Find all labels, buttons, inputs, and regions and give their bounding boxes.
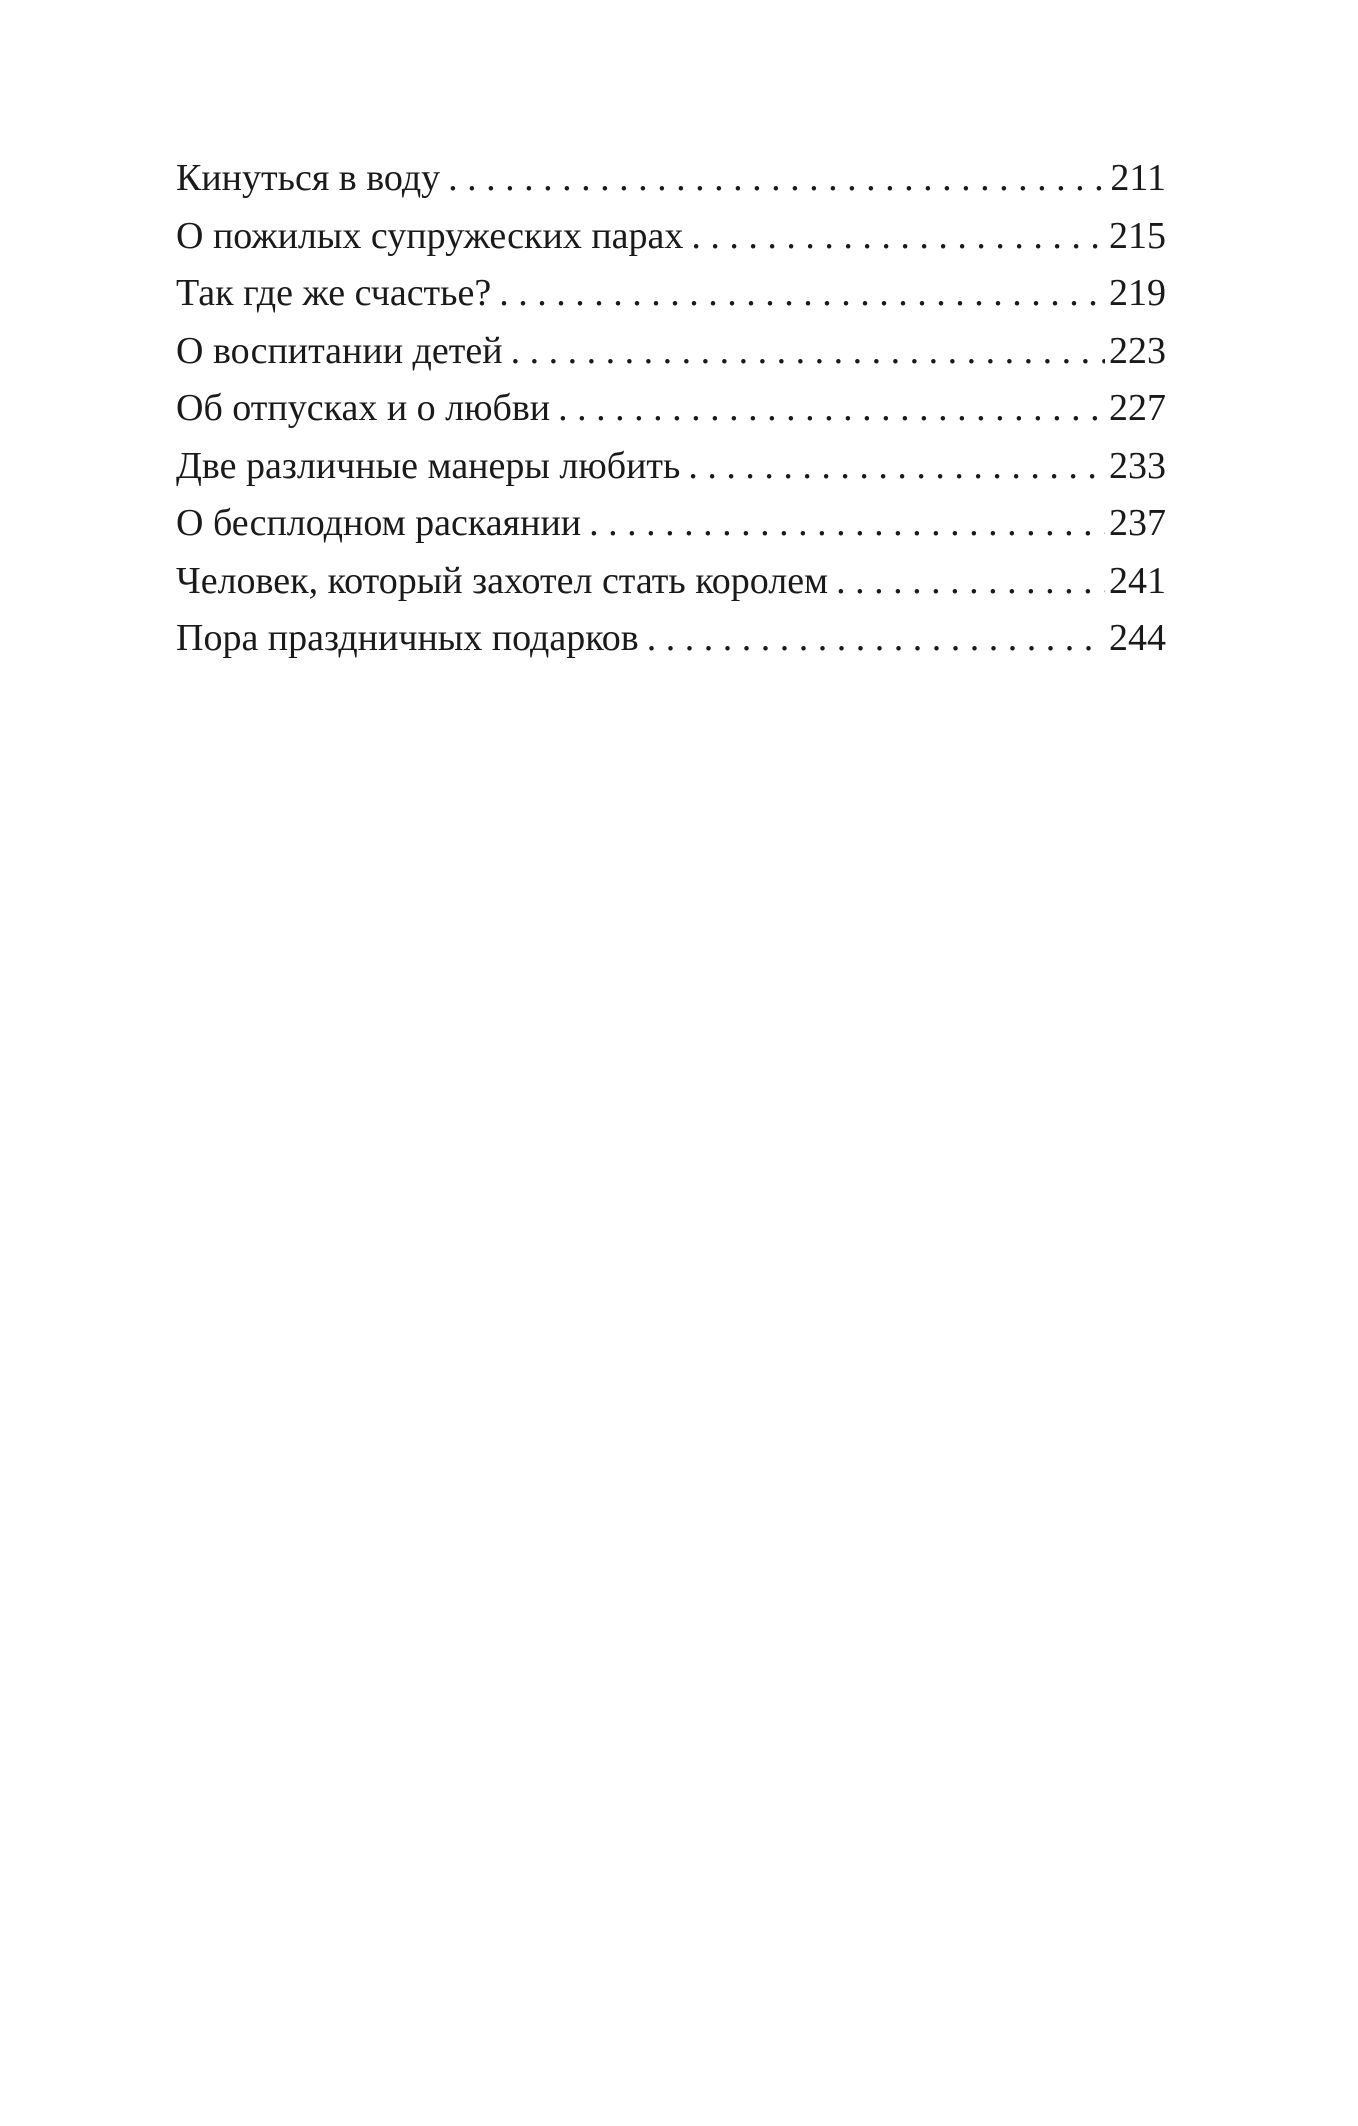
toc-entry-title: Две различные манеры любить bbox=[176, 438, 688, 496]
toc-dot-leader bbox=[511, 323, 1105, 381]
toc-entry-title: О пожилых супружеских парах bbox=[176, 208, 691, 266]
toc-dot-leader bbox=[499, 265, 1105, 323]
toc-dot-leader bbox=[558, 380, 1105, 438]
toc-entry-page: 211 bbox=[1106, 150, 1166, 208]
toc-entry-title: Кинуться в воду bbox=[176, 150, 448, 208]
toc-entry-page: 233 bbox=[1105, 438, 1166, 496]
toc-entry[interactable] bbox=[176, 150, 1166, 208]
toc-entry-page: 223 bbox=[1105, 323, 1166, 381]
toc-entry-page: 219 bbox=[1105, 265, 1166, 323]
toc-entry-title: Об отпусках и о любви bbox=[176, 380, 558, 438]
toc-entry[interactable] bbox=[176, 208, 1166, 266]
toc-entry[interactable] bbox=[176, 323, 1166, 381]
toc-dot-leader bbox=[589, 495, 1105, 553]
toc-entry-title: Так где же счастье? bbox=[176, 265, 499, 323]
toc-entry-title: Пора праздничных подарков bbox=[176, 610, 647, 668]
toc-entry-page: 244 bbox=[1105, 610, 1166, 668]
toc-entry-title: О бесплодном раскаянии bbox=[176, 495, 589, 553]
toc-entry[interactable] bbox=[176, 610, 1166, 668]
toc-entry[interactable] bbox=[176, 265, 1166, 323]
toc-entry-page: 237 bbox=[1105, 495, 1166, 553]
toc-entry[interactable] bbox=[176, 553, 1166, 611]
toc-dot-leader bbox=[647, 610, 1105, 668]
toc-entry-page: 241 bbox=[1105, 553, 1166, 611]
toc-entry-page: 215 bbox=[1105, 208, 1166, 266]
toc-dot-leader bbox=[448, 150, 1106, 208]
toc-dot-leader bbox=[691, 208, 1105, 266]
toc-dot-leader bbox=[688, 438, 1105, 496]
table-of-contents bbox=[176, 150, 1166, 668]
toc-dot-leader bbox=[836, 553, 1105, 611]
toc-entry[interactable] bbox=[176, 495, 1166, 553]
toc-entry[interactable] bbox=[176, 380, 1166, 438]
toc-entry-title: Человек, который захотел стать королем bbox=[176, 553, 836, 611]
toc-entry-page: 227 bbox=[1105, 380, 1166, 438]
toc-entry[interactable] bbox=[176, 438, 1166, 496]
toc-entry-title: О воспитании детей bbox=[176, 323, 511, 381]
